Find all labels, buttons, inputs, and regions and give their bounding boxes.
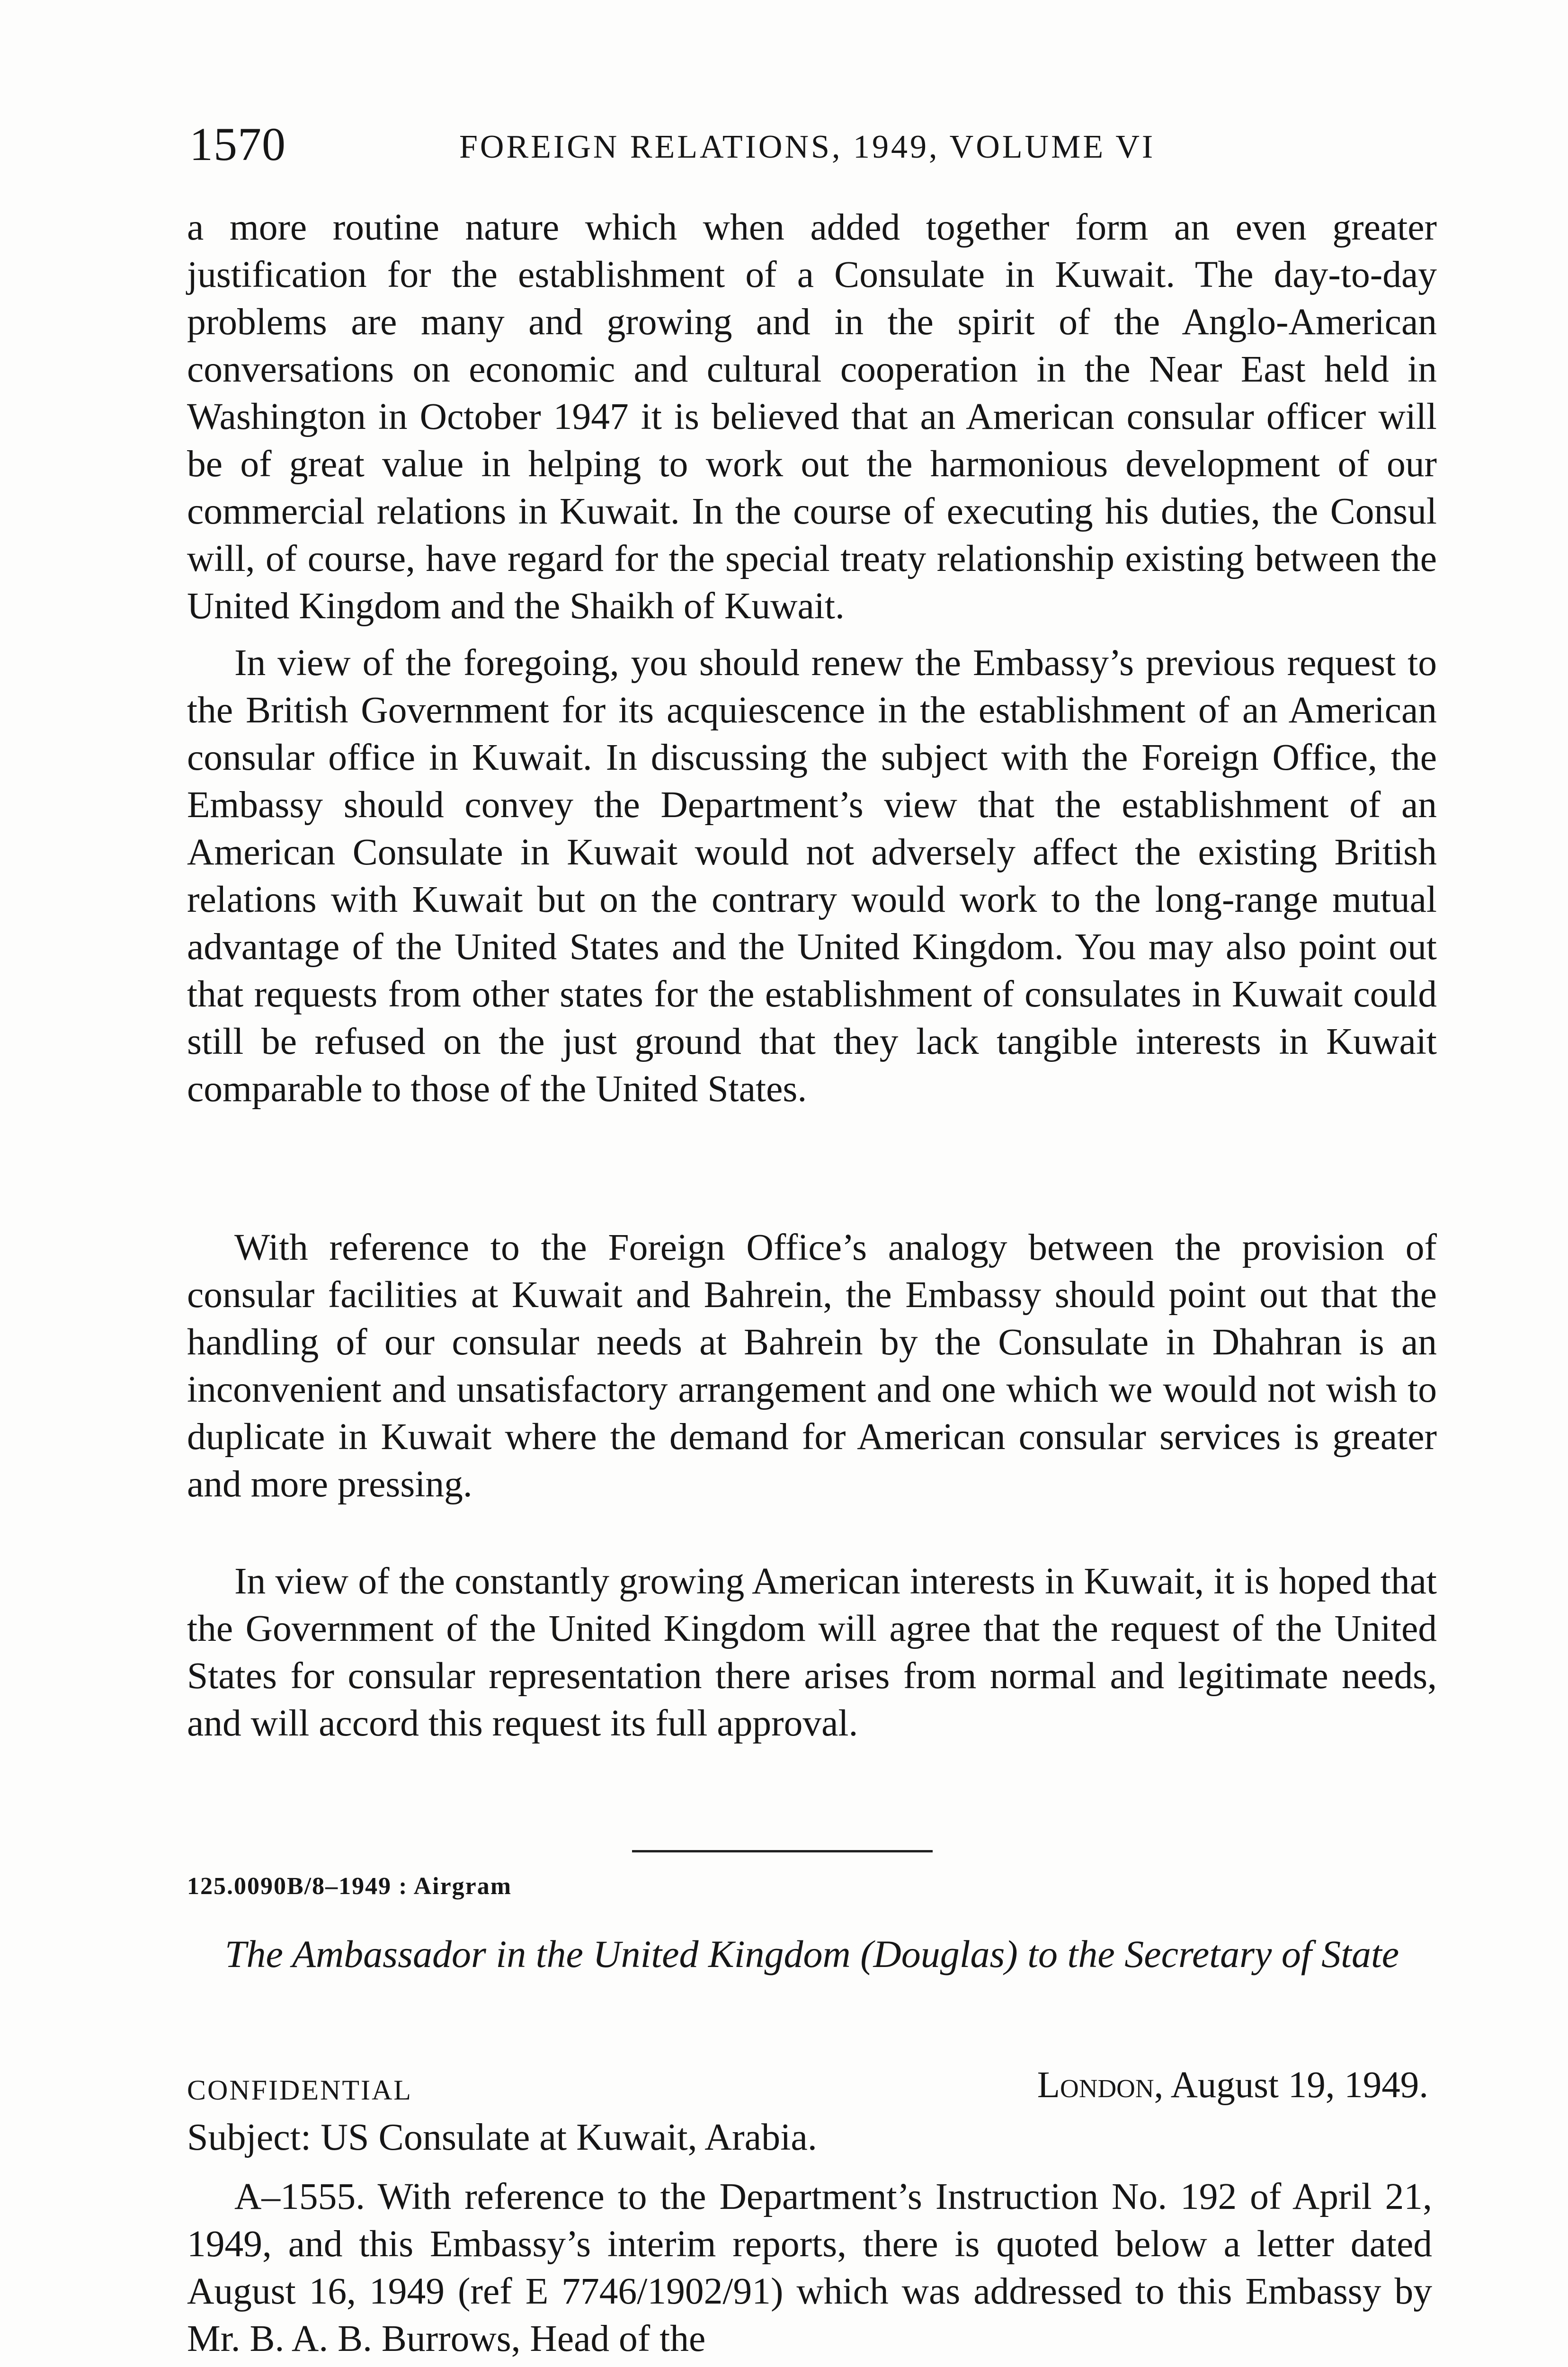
dateline-place: London bbox=[1037, 2064, 1154, 2106]
page-header bbox=[189, 118, 1444, 170]
paragraph-conclusion: In view of the constantly growing American interests in Kuwait, it is hoped that the Government of the United Kingdom will agree that the request of the United States for consular representation there arises from normal and legitimate needs, and will accord this request its full approval. bbox=[187, 1560, 1437, 1744]
classification-label: CONFIDENTIAL bbox=[187, 2074, 412, 2106]
running-title: FOREIGN RELATIONS, 1949, VOLUME VI bbox=[459, 129, 1156, 165]
section-divider bbox=[632, 1850, 933, 1852]
airgram-body: A–1555. With reference to the Department’s Instruction No. 192 of April 21, 1949, and this Embassy’s interim reports, there is quoted below a letter dated August 16, 1949 (ref E 7746/1902/91) which was addressed to this Embassy by Mr. B. A. B. Burrows, Head of the bbox=[187, 2176, 1432, 2359]
paragraph-bahrein-analogy: With reference to the Foreign Office’s analogy between the provision of consular facilities at Kuwait and Bahrein, the Embassy should point out that the handling of our consular needs at Bahrein by the Consulate in Dhahran is an inconvenient and unsatisfactory arrangement and one which we would not wish to duplicate in Kuwait where the demand for American consular services is greater and more pressing. bbox=[187, 1227, 1437, 1505]
dateline bbox=[1037, 2062, 1428, 2109]
file-reference: 125.0090B/8–1949 : Airgram bbox=[187, 1873, 512, 1900]
page-number: 1570 bbox=[189, 118, 286, 170]
document-title: The Ambassador in the United Kingdom (Douglas) to the Secretary of State bbox=[224, 1932, 1399, 1975]
paragraph-renew-request: In view of the foregoing, you should renew the Embassy’s previous request to the British Government for its acquiescence in the establishment of an American consular office in Kuwait. In discussing the subject with the Foreign Office, the Embassy should convey the Department’s view that the establishment of an American Consulate in Kuwait would not adversely affect the existing British relations with Kuwait but on the contrary would work to the long-range mutual advantage of the United States and the United Kingdom. You may also point out that requests from other states for the establishment of consulates in Kuwait could still be refused on the just ground that they lack tangible interests in Kuwait comparable to those of the United States. bbox=[187, 642, 1437, 1110]
subject-line: Subject: US Consulate at Kuwait, Arabia. bbox=[187, 2117, 817, 2158]
dateline-date: , August 19, 1949. bbox=[1154, 2064, 1428, 2106]
paragraph-continuation: a more routine nature which when added together form an even greater justification for the establishment of a Consulate in Kuwait. The day-to-day problems are many and growing and in the spirit of the Anglo-American conversations on economic and cultural cooperation in the Near East held in Washington in October 1947 it is believed that an American consular officer will be of great value in helping to work out the harmonious development of our commercial relations in Kuwait. In the course of executing his duties, the Consul will, of course, have regard for the special treaty relationship existing between the United Kingdom and the Shaikh of Kuwait. bbox=[187, 206, 1437, 627]
